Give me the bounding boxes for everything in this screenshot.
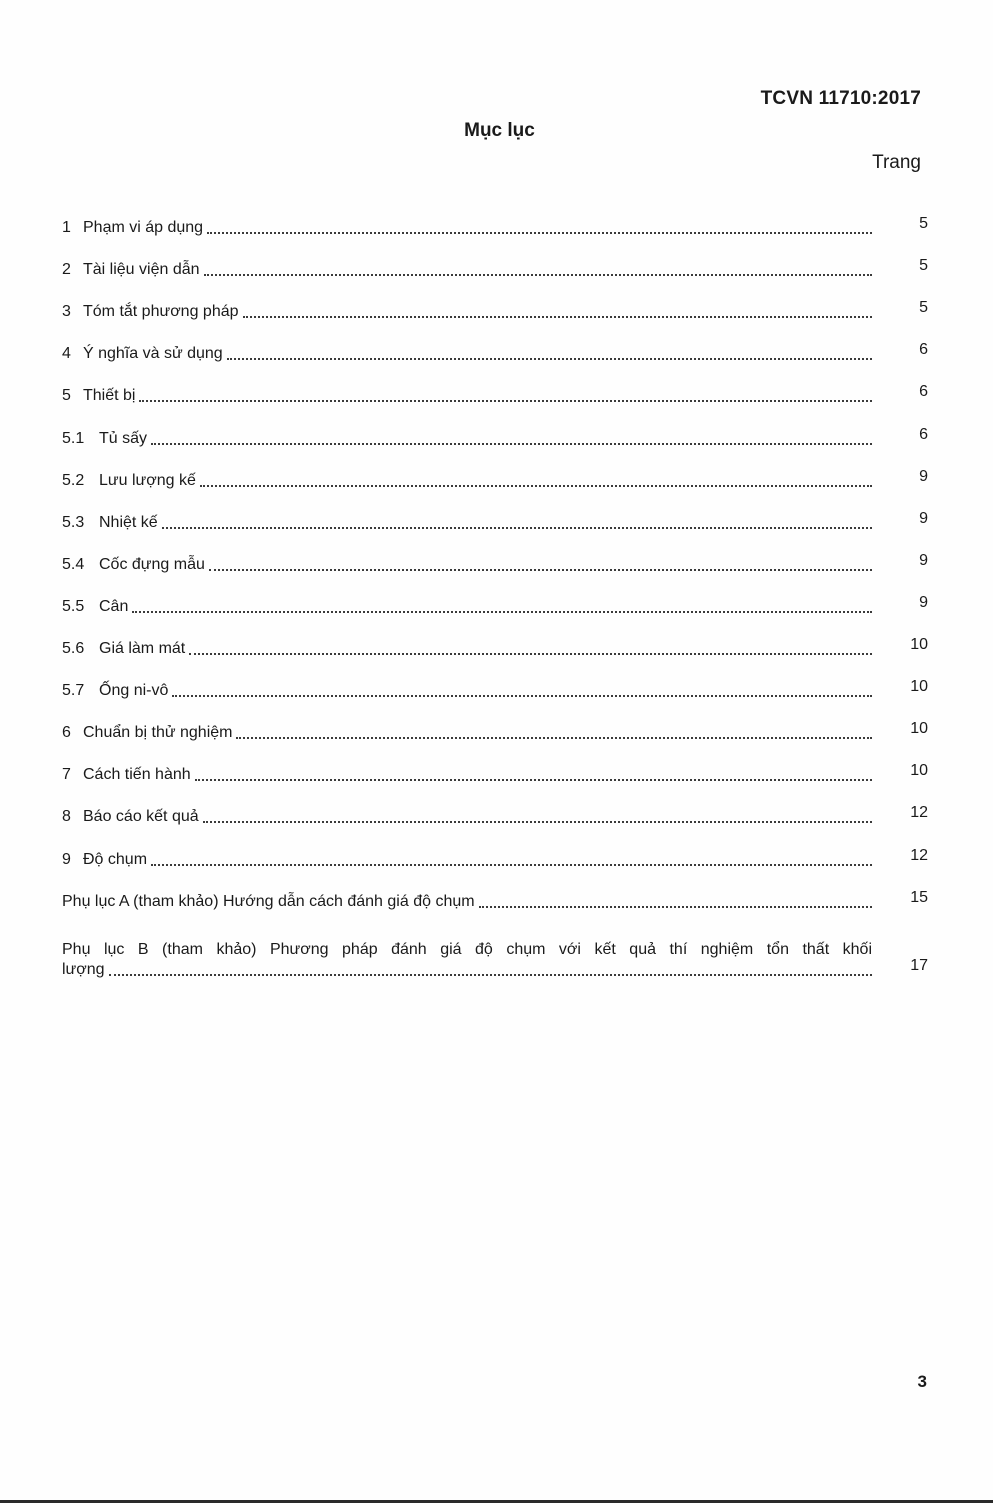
- toc-entry[interactable]: [62, 743, 928, 785]
- toc-entry-title: Tóm tắt phương pháp: [83, 303, 239, 321]
- dot-leader: [172, 695, 872, 697]
- dot-leader: [132, 611, 872, 613]
- toc-entry-page: 9: [919, 509, 928, 527]
- toc-title: Mục lục: [464, 120, 535, 141]
- toc-entry-number: 5.2: [62, 471, 85, 489]
- dot-leader: [243, 316, 872, 318]
- toc-entry-title: Nhiệt kế: [99, 513, 158, 531]
- toc-entry-page: 5: [919, 257, 928, 275]
- dot-leader: [200, 485, 872, 487]
- dot-leader: [189, 653, 872, 655]
- toc-entry-title: Cốc đựng mẫu: [99, 555, 205, 573]
- toc-entry-title: Thiết bị: [83, 387, 136, 405]
- toc-entry[interactable]: [62, 617, 928, 659]
- toc-entry-wrapped-title: [62, 940, 872, 980]
- toc-entry-number: 4: [62, 345, 71, 363]
- toc-entry[interactable]: [62, 322, 928, 364]
- toc-entry[interactable]: [62, 238, 928, 280]
- toc-entry-page: 10: [910, 678, 928, 696]
- toc-entry-page: 6: [919, 383, 928, 401]
- toc-entry[interactable]: [62, 196, 928, 238]
- standard-code: TCVN 11710:2017: [760, 88, 921, 109]
- toc-entry-number: 5.3: [62, 513, 85, 531]
- toc-entry-number: 8: [62, 808, 71, 826]
- toc-entry[interactable]: [62, 449, 928, 491]
- toc-entry-page: 6: [919, 341, 928, 359]
- toc-entry-page: 9: [919, 467, 928, 485]
- toc-entry-title: Cân: [99, 597, 129, 615]
- toc-entry[interactable]: [62, 701, 928, 743]
- dot-leader: [236, 737, 872, 739]
- toc-entry-annex-b[interactable]: [62, 912, 928, 980]
- toc-entry-page: 15: [910, 888, 928, 906]
- toc-entry-number: 1: [62, 219, 71, 237]
- toc-entry[interactable]: [62, 491, 928, 533]
- toc-entry-title: Chuẩn bị thử nghiệm: [83, 724, 233, 742]
- toc-entry-number: 5.7: [62, 682, 85, 700]
- toc-entry-title: Lưu lượng kế: [99, 471, 196, 489]
- dot-leader: [162, 527, 872, 529]
- toc-entry-page: 10: [910, 720, 928, 738]
- toc-entry-title-continuation: lượng: [62, 960, 105, 978]
- toc-entry-number: 5: [62, 387, 71, 405]
- toc-entry[interactable]: [62, 533, 928, 575]
- toc-entry-title: Ý nghĩa và sử dụng: [83, 345, 223, 363]
- dot-leader: [151, 443, 872, 445]
- page-number: 3: [917, 1372, 927, 1391]
- toc-entry-title: Phạm vi áp dụng: [83, 219, 204, 237]
- toc-entry-page: 9: [919, 593, 928, 611]
- toc-entry-number: 5.4: [62, 555, 85, 573]
- toc-entry-title: Độ chụm: [83, 850, 148, 868]
- toc-entry-title-continuation-line: [62, 960, 872, 980]
- toc-entry-title: Phụ lục B (tham khảo) Phương pháp đánh giá độ chụm với kết quả thí nghiệm tổn thất khối: [62, 940, 872, 958]
- toc-entry-page: 6: [919, 425, 928, 443]
- toc-entry[interactable]: [62, 785, 928, 827]
- dot-leader: [479, 906, 872, 908]
- page-column-label: Trang: [872, 152, 921, 173]
- dot-leader: [203, 821, 872, 823]
- toc-entry-title: Phụ lục A (tham khảo) Hướng dẫn cách đánh giá độ chụm: [62, 892, 475, 910]
- toc-entry[interactable]: [62, 364, 928, 406]
- toc-entry[interactable]: [62, 280, 928, 322]
- toc-entry-page: 5: [919, 299, 928, 317]
- toc-entry-page: 10: [910, 636, 928, 654]
- toc-entry-title: Tài liệu viện dẫn: [83, 261, 200, 279]
- toc-entry-title: Tủ sấy: [99, 429, 148, 447]
- toc-entry[interactable]: [62, 659, 928, 701]
- toc-entry-title: Báo cáo kết quả: [83, 808, 199, 826]
- toc-entry-title: Ống ni-vô: [99, 682, 169, 700]
- toc-entry-number: 2: [62, 261, 71, 279]
- toc-entry-page: 5: [919, 215, 928, 233]
- dot-leader: [151, 864, 872, 866]
- toc-entry-number: 5.5: [62, 597, 85, 615]
- dot-leader: [109, 974, 872, 976]
- toc-entry-page: 17: [910, 956, 928, 974]
- table-of-contents: [62, 196, 928, 980]
- toc-entry-number: 7: [62, 766, 71, 784]
- toc-entry-number: 5.6: [62, 640, 85, 658]
- toc-entry-page: 12: [910, 804, 928, 822]
- toc-entry-number: 9: [62, 850, 71, 868]
- toc-entry-title: Cách tiến hành: [83, 766, 191, 784]
- dot-leader: [209, 569, 872, 571]
- dot-leader: [195, 779, 872, 781]
- dot-leader: [227, 358, 872, 360]
- toc-entry[interactable]: [62, 575, 928, 617]
- toc-entry-page: 12: [910, 846, 928, 864]
- toc-entry-number: 6: [62, 724, 71, 742]
- dot-leader: [204, 274, 872, 276]
- toc-entry-page: 9: [919, 551, 928, 569]
- toc-entry[interactable]: [62, 827, 928, 869]
- toc-entry[interactable]: [62, 406, 928, 448]
- toc-entry-title: Giá làm mát: [99, 640, 186, 658]
- toc-entry-number: 5.1: [62, 429, 85, 447]
- dot-leader: [139, 400, 872, 402]
- toc-entry-annex-a[interactable]: [62, 870, 928, 912]
- toc-entry-page: 10: [910, 762, 928, 780]
- dot-leader: [207, 232, 872, 234]
- toc-entry-number: 3: [62, 303, 71, 321]
